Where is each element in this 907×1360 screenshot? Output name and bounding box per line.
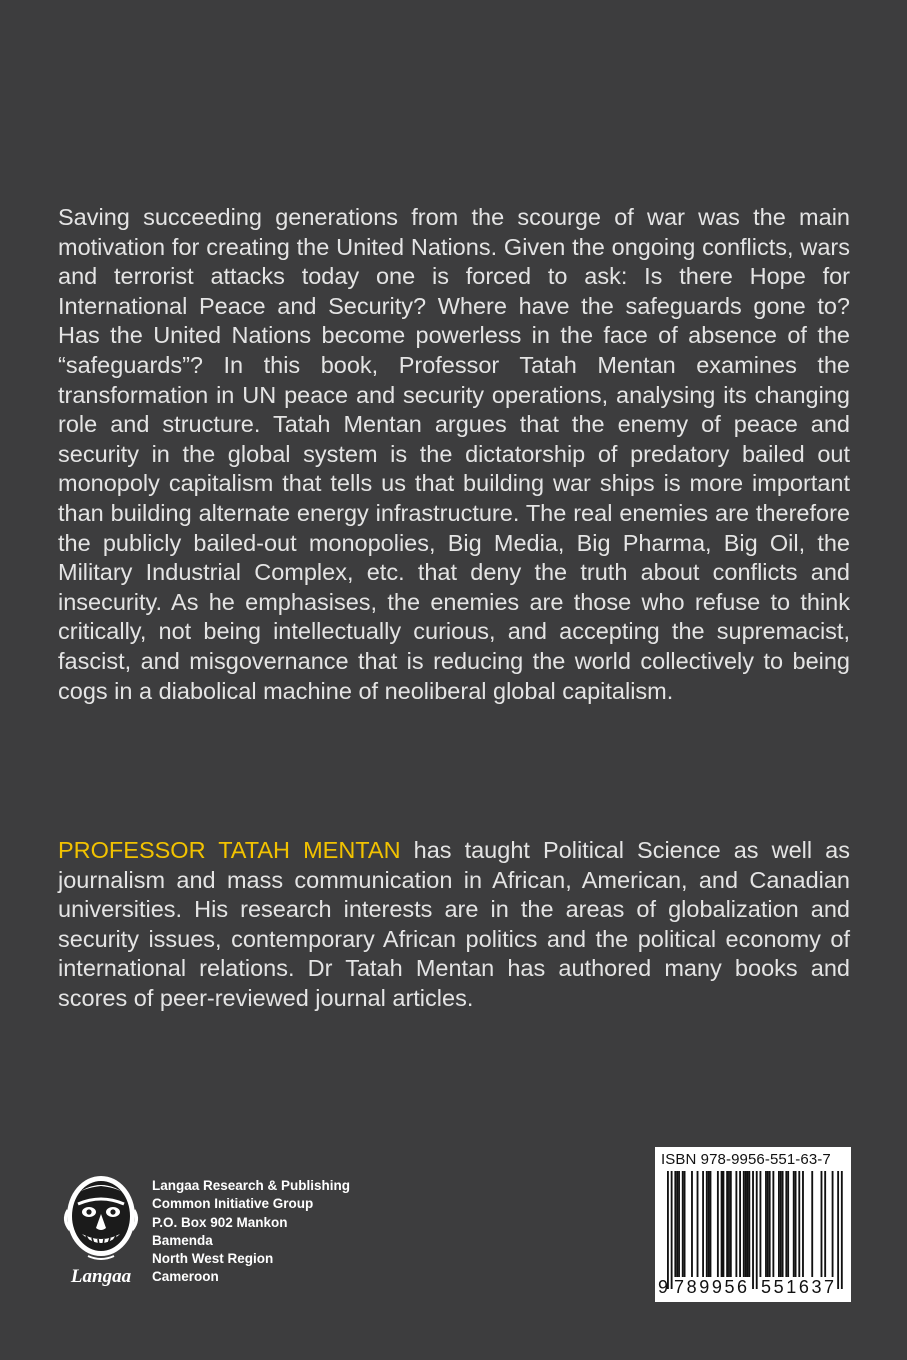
barcode-bar [706, 1171, 708, 1277]
barcode-bar [717, 1171, 719, 1277]
barcode-bar [832, 1171, 834, 1277]
barcode-guard-bar [671, 1171, 673, 1289]
barcode-digits-right: 551637 [761, 1277, 837, 1297]
barcode-bar [691, 1171, 693, 1277]
publisher-address [152, 1177, 350, 1287]
barcode-bar [795, 1171, 797, 1277]
barcode-bar [780, 1171, 782, 1277]
author-bio-text: has taught Political Science as well as journalism and mass communication in African, American, and Canadian universities. His research interests are in the areas of globalization and security issues, contemporary African politics and the political economy of international relations. Dr Tatah Mentan has authored many books and scores of peer-reviewed journal articles. [58, 837, 850, 1011]
barcode-guard-bar [752, 1171, 754, 1289]
barcode-bar [678, 1171, 680, 1277]
publisher-line: Common Initiative Group [152, 1196, 314, 1212]
barcode-bar [745, 1171, 747, 1277]
barcode-guard-bar [837, 1171, 839, 1289]
barcode-bar [824, 1171, 826, 1277]
barcode-bar [793, 1171, 795, 1277]
barcode-bar [743, 1171, 745, 1277]
barcode-bar [778, 1171, 780, 1277]
barcode-bar [723, 1171, 725, 1277]
publisher-line: Cameroon [152, 1269, 219, 1285]
barcode-bar [735, 1171, 737, 1277]
barcode-bar [811, 1171, 813, 1277]
barcode-bar [697, 1171, 699, 1277]
barcode-bar [785, 1171, 787, 1277]
barcode-bar [674, 1171, 676, 1277]
barcode-bar [787, 1171, 789, 1277]
publisher-line: P.O. Box 902 Mankon [152, 1214, 288, 1230]
barcode-bar [710, 1171, 712, 1277]
barcode-digits [655, 1277, 851, 1299]
barcode-digits-left: 789956 [674, 1277, 750, 1297]
barcode-bar [682, 1171, 684, 1277]
barcode-bar [739, 1171, 741, 1277]
barcode-bar [798, 1171, 800, 1277]
book-blurb: Saving succeeding generations from the scourge of war was the main motivation for creating the United Nations. Given the ongoing conflicts, wars and terrorist attacks today one is forced to ask: Is there Hope for International Peace and Security? Where have the safeguards gone to? Has the United Nations become powerless in the face of absence of the “safeguards”? In this book, Professor Tatah Mentan examines the transformation in UN peace and security operations, analysing its changing role and structure. Tatah Mentan argues that the enemy of peace and security in the global system is the dictatorship of predatory bailed out monopoly capitalism that tells us that building war ships is more important than building alternate energy infrastructure. The real enemies are therefore the publicly bailed-out monopolies, Big Media, Big Pharma, Big Oil, the Military Industrial Complex, etc. that deny the truth about conflicts and insecurity. As he emphasises, the enemies are those who refuse to think critically, not being intellectually curious, and accepting the supremacist, fascist, and misgovernance that is reducing the world collectively to being cogs in a diabolical machine of neoliberal global capitalism. [58, 204, 850, 704]
isbn-label: ISBN 978-9956-551-63-7 [661, 1151, 831, 1168]
barcode-bar [684, 1171, 686, 1277]
publisher-line: Langaa Research & Publishing [152, 1178, 351, 1193]
barcode-bar [708, 1171, 710, 1277]
barcode-bar [726, 1171, 728, 1277]
barcode-bar [721, 1171, 723, 1277]
barcode-guard-bar [756, 1171, 758, 1289]
barcode-bar [802, 1171, 804, 1277]
barcode-bar [767, 1171, 769, 1277]
barcode-bar [702, 1171, 704, 1277]
publisher-logo-icon [58, 1170, 146, 1288]
barcode-bar [782, 1171, 784, 1277]
barcode-bar [676, 1171, 678, 1277]
author-name: PROFESSOR TATAH MENTAN [58, 837, 401, 863]
barcode-bar [769, 1171, 771, 1277]
barcode-bar [747, 1171, 749, 1277]
barcode-bar [821, 1171, 823, 1277]
isbn-barcode [655, 1147, 851, 1302]
barcode-digit-first: 9 [658, 1277, 669, 1297]
barcode-bar [748, 1171, 750, 1277]
barcode-guard-bar [841, 1171, 843, 1289]
barcode-bar [765, 1171, 767, 1277]
publisher-line: Bamenda [152, 1232, 213, 1248]
barcode-bar [772, 1171, 774, 1277]
author-bio [58, 836, 850, 1014]
publisher-logo-text: Langaa [70, 1266, 132, 1287]
barcode-bar [730, 1171, 732, 1277]
barcode-guard-bar [667, 1171, 669, 1289]
publisher-line: North West Region [152, 1251, 274, 1267]
barcode-bar [760, 1171, 762, 1277]
barcode-bar [728, 1171, 730, 1277]
